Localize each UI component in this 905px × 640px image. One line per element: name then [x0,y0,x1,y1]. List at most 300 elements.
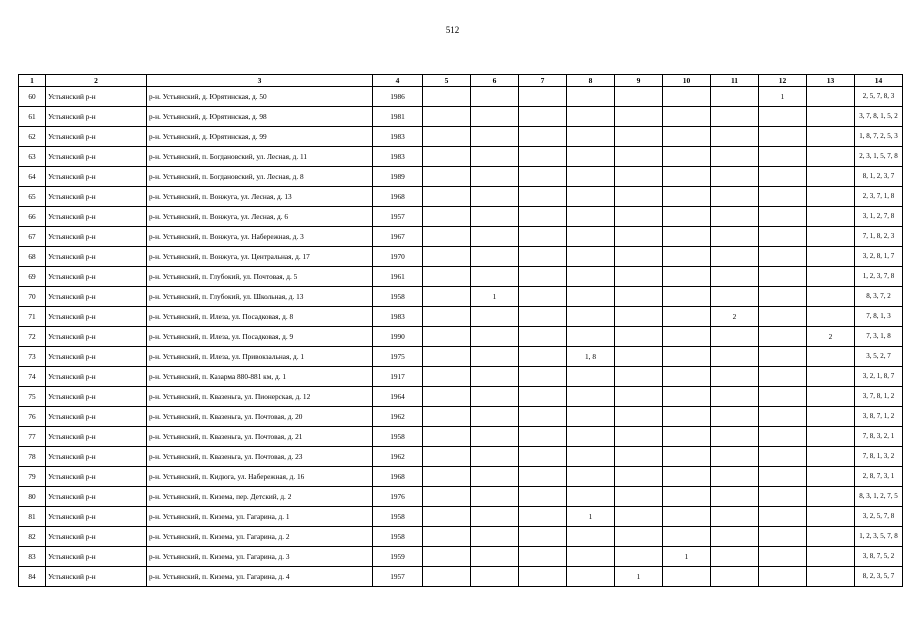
district-cell: Устьянский р-н [46,87,147,107]
col11-cell [711,107,759,127]
col9-cell [615,127,663,147]
col6-cell [471,367,519,387]
col5-cell [423,127,471,147]
table-row [19,467,903,487]
col11-cell [711,147,759,167]
district-cell: Устьянский р-н [46,387,147,407]
col12-cell [759,267,807,287]
col8-cell: 1, 8 [567,347,615,367]
year-cell: 1968 [373,467,423,487]
col5-cell [423,267,471,287]
col7-cell [519,567,567,587]
col8-cell [567,147,615,167]
row-number-cell: 60 [19,87,46,107]
col6-cell [471,407,519,427]
col10-cell [663,147,711,167]
col10-cell [663,227,711,247]
col8-cell [567,127,615,147]
col14-cell: 1, 2, 3, 5, 7, 8 [855,527,903,547]
col9-cell [615,407,663,427]
col6-cell [471,247,519,267]
col10-cell [663,407,711,427]
col10-cell [663,327,711,347]
col14-cell: 3, 2, 5, 7, 8 [855,507,903,527]
col5-cell [423,327,471,347]
col11-cell [711,547,759,567]
col6-cell [471,167,519,187]
col11-cell [711,187,759,207]
col8-cell [567,407,615,427]
col8-cell [567,287,615,307]
col13-cell [807,87,855,107]
col9-cell [615,287,663,307]
col12-cell [759,347,807,367]
district-cell: Устьянский р-н [46,347,147,367]
year-cell: 1990 [373,327,423,347]
col7-cell [519,267,567,287]
row-number-cell: 68 [19,247,46,267]
col11-cell [711,367,759,387]
col8-cell [567,567,615,587]
year-cell: 1983 [373,307,423,327]
column-header: 7 [519,75,567,87]
col5-cell [423,387,471,407]
col12-cell [759,287,807,307]
table-row [19,227,903,247]
row-number-cell: 84 [19,567,46,587]
address-cell: р-н. Устьянский, п. Кизема, ул. Гагарина, д. 3 [147,547,373,567]
col5-cell [423,427,471,447]
table-row [19,207,903,227]
column-header: 12 [759,75,807,87]
col6-cell [471,87,519,107]
column-header: 5 [423,75,471,87]
col8-cell [567,327,615,347]
col5-cell [423,487,471,507]
col13-cell [807,427,855,447]
col9-cell: 1 [615,567,663,587]
year-cell: 1975 [373,347,423,367]
col5-cell [423,227,471,247]
col14-cell: 3, 2, 8, 1, 7 [855,247,903,267]
col7-cell [519,487,567,507]
page-number: 512 [445,25,460,35]
col10-cell [663,367,711,387]
header-row [19,75,903,87]
address-cell: р-н. Устьянский, п. Казарма 880-881 км, д. 1 [147,367,373,387]
col14-cell: 3, 8, 7, 1, 2 [855,407,903,427]
district-cell: Устьянский р-н [46,247,147,267]
row-number-cell: 67 [19,227,46,247]
table-row [19,287,903,307]
year-cell: 1958 [373,507,423,527]
row-number-cell: 81 [19,507,46,527]
column-header: 10 [663,75,711,87]
year-cell: 1983 [373,127,423,147]
table-row [19,307,903,327]
district-cell: Устьянский р-н [46,327,147,347]
col6-cell [471,487,519,507]
address-cell: р-н. Устьянский, п. Вонжуга, ул. Центральная, д. 17 [147,247,373,267]
col7-cell [519,87,567,107]
col9-cell [615,447,663,467]
district-cell: Устьянский р-н [46,567,147,587]
table-row [19,367,903,387]
col5-cell [423,567,471,587]
address-cell: р-н. Устьянский, п. Вонжуга, ул. Набережная, д. 3 [147,227,373,247]
col13-cell [807,167,855,187]
col7-cell [519,147,567,167]
col9-cell [615,87,663,107]
district-cell: Устьянский р-н [46,127,147,147]
col7-cell [519,287,567,307]
district-cell: Устьянский р-н [46,367,147,387]
col12-cell [759,327,807,347]
col10-cell [663,567,711,587]
col6-cell: 1 [471,287,519,307]
address-cell: р-н. Устьянский, п. Богдановский, ул. Лесная, д. 8 [147,167,373,187]
year-cell: 1976 [373,487,423,507]
col13-cell [807,127,855,147]
table-row [19,87,903,107]
col14-cell: 7, 8, 3, 2, 1 [855,427,903,447]
col13-cell [807,187,855,207]
col11-cell [711,427,759,447]
col12-cell [759,507,807,527]
row-number-cell: 66 [19,207,46,227]
row-number-cell: 77 [19,427,46,447]
col9-cell [615,187,663,207]
column-header: 13 [807,75,855,87]
col14-cell: 1, 8, 7, 2, 5, 3 [855,127,903,147]
col13-cell [807,527,855,547]
column-header: 1 [19,75,46,87]
table-row [19,407,903,427]
row-number-cell: 71 [19,307,46,327]
table-row [19,527,903,547]
address-cell: р-н. Устьянский, п. Вонжуга, ул. Лесная, д. 6 [147,207,373,227]
col14-cell: 3, 8, 7, 5, 2 [855,547,903,567]
col12-cell [759,247,807,267]
col6-cell [471,527,519,547]
address-cell: р-н. Устьянский, д. Юрятинская, д. 98 [147,107,373,127]
col11-cell [711,227,759,247]
col7-cell [519,407,567,427]
col14-cell: 3, 2, 1, 8, 7 [855,367,903,387]
address-cell: р-н. Устьянский, п. Глубокий, ул. Школьная, д. 13 [147,287,373,307]
district-cell: Устьянский р-н [46,507,147,527]
district-cell: Устьянский р-н [46,107,147,127]
col6-cell [471,387,519,407]
col11-cell [711,247,759,267]
col8-cell [567,547,615,567]
column-header: 4 [373,75,423,87]
col14-cell: 8, 2, 3, 5, 7 [855,567,903,587]
row-number-cell: 70 [19,287,46,307]
district-cell: Устьянский р-н [46,407,147,427]
col11-cell [711,207,759,227]
col10-cell [663,287,711,307]
col14-cell: 7, 8, 1, 3 [855,307,903,327]
col8-cell [567,87,615,107]
col11-cell [711,447,759,467]
year-cell: 1970 [373,247,423,267]
district-cell: Устьянский р-н [46,467,147,487]
col13-cell [807,467,855,487]
col12-cell [759,107,807,127]
table-row [19,547,903,567]
col13-cell [807,207,855,227]
year-cell: 1962 [373,407,423,427]
col9-cell [615,487,663,507]
col6-cell [471,227,519,247]
table-row [19,247,903,267]
col14-cell: 1, 2, 3, 7, 8 [855,267,903,287]
row-number-cell: 76 [19,407,46,427]
district-cell: Устьянский р-н [46,167,147,187]
col9-cell [615,147,663,167]
table-row [19,387,903,407]
table-row [19,147,903,167]
col12-cell [759,447,807,467]
col9-cell [615,387,663,407]
col14-cell: 2, 8, 7, 3, 1 [855,467,903,487]
col10-cell [663,307,711,327]
col6-cell [471,267,519,287]
year-cell: 1958 [373,527,423,547]
col7-cell [519,507,567,527]
col14-cell: 7, 8, 1, 3, 2 [855,447,903,467]
col6-cell [471,107,519,127]
address-cell: р-н. Устьянский, п. Кидюга, ул. Набережная, д. 16 [147,467,373,487]
col12-cell [759,427,807,447]
address-cell: р-н. Устьянский, п. Вонжуга, ул. Лесная, д. 13 [147,187,373,207]
address-cell: р-н. Устьянский, п. Кизема, ул. Гагарина, д. 4 [147,567,373,587]
col8-cell [567,267,615,287]
col14-cell: 8, 1, 2, 3, 7 [855,167,903,187]
col10-cell [663,387,711,407]
year-cell: 1959 [373,547,423,567]
col5-cell [423,147,471,167]
year-cell: 1964 [373,387,423,407]
year-cell: 1961 [373,267,423,287]
col12-cell [759,127,807,147]
year-cell: 1986 [373,87,423,107]
col7-cell [519,347,567,367]
col11-cell [711,287,759,307]
col13-cell [807,387,855,407]
col5-cell [423,207,471,227]
row-number-cell: 74 [19,367,46,387]
row-number-cell: 75 [19,387,46,407]
col14-cell: 7, 1, 8, 2, 3 [855,227,903,247]
address-cell: р-н. Устьянский, п. Квазеньга, ул. Почтовая, д. 20 [147,407,373,427]
col6-cell [471,147,519,167]
col14-cell: 7, 3, 1, 8 [855,327,903,347]
district-cell: Устьянский р-н [46,487,147,507]
column-header: 3 [147,75,373,87]
col12-cell [759,207,807,227]
col11-cell [711,347,759,367]
address-cell: р-н. Устьянский, п. Квазеньга, ул. Пионерская, д. 12 [147,387,373,407]
col7-cell [519,187,567,207]
col10-cell [663,247,711,267]
table-row [19,107,903,127]
col6-cell [471,327,519,347]
col8-cell [567,247,615,267]
district-cell: Устьянский р-н [46,187,147,207]
register-table [18,74,903,587]
address-cell: р-н. Устьянский, п. Квазеньга, ул. Почтовая, д. 23 [147,447,373,467]
col10-cell [663,167,711,187]
col13-cell [807,107,855,127]
col5-cell [423,307,471,327]
col11-cell [711,407,759,427]
col9-cell [615,267,663,287]
col7-cell [519,247,567,267]
col9-cell [615,207,663,227]
table-row [19,127,903,147]
col10-cell [663,487,711,507]
col7-cell [519,107,567,127]
col9-cell [615,307,663,327]
col14-cell: 3, 1, 2, 7, 8 [855,207,903,227]
address-cell: р-н. Устьянский, п. Кизема, ул. Гагарина, д. 2 [147,527,373,547]
year-cell: 1958 [373,427,423,447]
col14-cell: 2, 5, 7, 8, 3 [855,87,903,107]
row-number-cell: 64 [19,167,46,187]
col8-cell [567,487,615,507]
year-cell: 1981 [373,107,423,127]
col11-cell [711,467,759,487]
row-number-cell: 82 [19,527,46,547]
address-cell: р-н. Устьянский, д. Юрятинская, д. 50 [147,87,373,107]
year-cell: 1983 [373,147,423,167]
col12-cell [759,307,807,327]
col7-cell [519,167,567,187]
col14-cell: 3, 7, 8, 1, 5, 2 [855,107,903,127]
col8-cell [567,107,615,127]
row-number-cell: 61 [19,107,46,127]
col12-cell [759,547,807,567]
address-cell: р-н. Устьянский, п. Богдановский, ул. Лесная, д. 11 [147,147,373,167]
col8-cell [567,447,615,467]
col14-cell: 3, 5, 2, 7 [855,347,903,367]
column-header: 14 [855,75,903,87]
col13-cell [807,547,855,567]
col8-cell [567,187,615,207]
col13-cell [807,227,855,247]
row-number-cell: 78 [19,447,46,467]
col11-cell [711,567,759,587]
col6-cell [471,427,519,447]
district-cell: Устьянский р-н [46,527,147,547]
address-cell: р-н. Устьянский, п. Квазеньга, ул. Почтовая, д. 21 [147,427,373,447]
col10-cell [663,507,711,527]
col9-cell [615,347,663,367]
table-row [19,487,903,507]
col6-cell [471,567,519,587]
col13-cell [807,507,855,527]
col5-cell [423,247,471,267]
district-cell: Устьянский р-н [46,147,147,167]
col13-cell [807,487,855,507]
col9-cell [615,107,663,127]
col12-cell [759,187,807,207]
col13-cell [807,247,855,267]
col9-cell [615,227,663,247]
col7-cell [519,387,567,407]
col9-cell [615,327,663,347]
col12-cell [759,367,807,387]
col5-cell [423,527,471,547]
col8-cell: 1 [567,507,615,527]
col12-cell [759,467,807,487]
row-number-cell: 73 [19,347,46,367]
col7-cell [519,527,567,547]
col11-cell [711,507,759,527]
col13-cell [807,287,855,307]
col12-cell [759,147,807,167]
col6-cell [471,207,519,227]
col6-cell [471,127,519,147]
address-cell: р-н. Устьянский, п. Кизема, ул. Гагарина, д. 1 [147,507,373,527]
table-row [19,327,903,347]
col10-cell [663,527,711,547]
year-cell: 1957 [373,567,423,587]
col14-cell: 8, 3, 1, 2, 7, 5 [855,487,903,507]
col10-cell [663,187,711,207]
year-cell: 1962 [373,447,423,467]
col5-cell [423,167,471,187]
col13-cell [807,307,855,327]
col13-cell [807,407,855,427]
year-cell: 1968 [373,187,423,207]
col8-cell [567,307,615,327]
col11-cell [711,87,759,107]
col14-cell: 2, 3, 1, 5, 7, 8 [855,147,903,167]
col11-cell [711,487,759,507]
col9-cell [615,427,663,447]
col6-cell [471,307,519,327]
col7-cell [519,127,567,147]
table-row [19,427,903,447]
col9-cell [615,467,663,487]
row-number-cell: 65 [19,187,46,207]
col6-cell [471,467,519,487]
col12-cell [759,567,807,587]
district-cell: Устьянский р-н [46,207,147,227]
col9-cell [615,367,663,387]
col5-cell [423,287,471,307]
col13-cell [807,147,855,167]
col13-cell [807,267,855,287]
col5-cell [423,347,471,367]
table-row [19,447,903,467]
col11-cell [711,387,759,407]
year-cell: 1957 [373,207,423,227]
col13-cell [807,447,855,467]
column-header: 2 [46,75,147,87]
col13-cell: 2 [807,327,855,347]
col11-cell [711,127,759,147]
col12-cell [759,407,807,427]
col9-cell [615,167,663,187]
col5-cell [423,87,471,107]
table-row [19,567,903,587]
row-number-cell: 72 [19,327,46,347]
col8-cell [567,227,615,247]
